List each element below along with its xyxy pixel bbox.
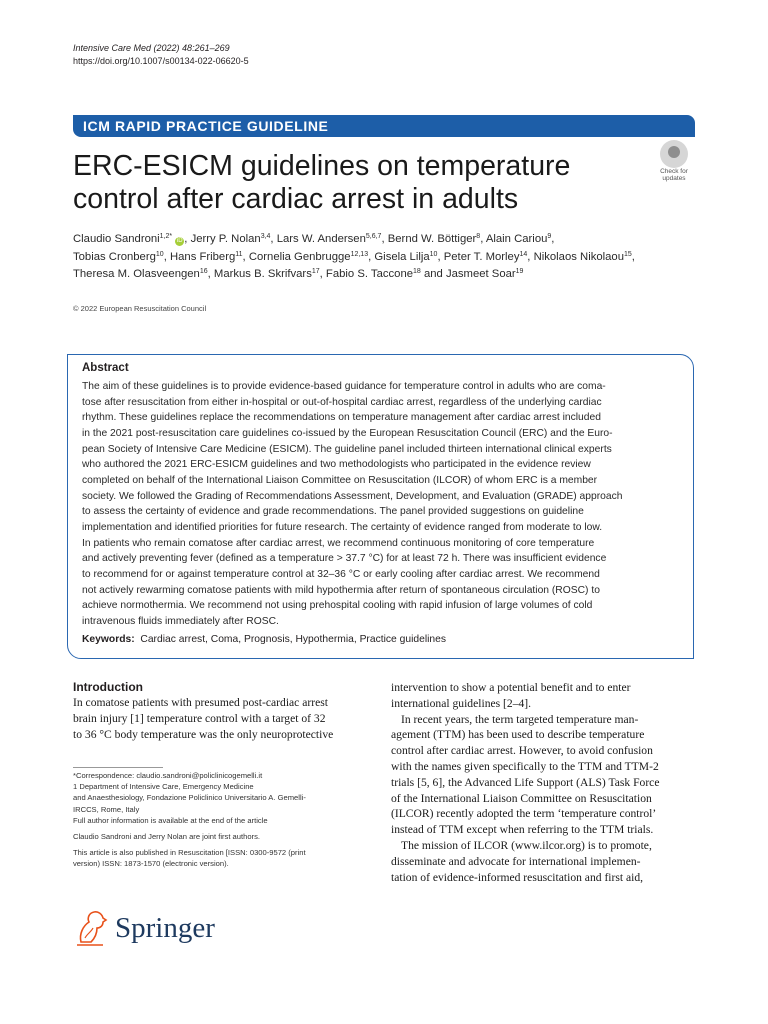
abstract-line: in the 2021 post-resuscitation care guidelines co-issued by the European Resuscitation Council (ERC) and the Euro- [82,427,613,439]
journal-header [73,42,249,68]
keywords-list: Cardiac arrest, Coma, Prognosis, Hypothermia, Practice guidelines [140,634,446,645]
abstract-line: who authored the 2021 ERC-ESICM guidelines and two methodologists who participated in the evidence review [82,459,591,471]
author-name[interactable]: Fabio S. Taccone [325,268,414,280]
author-name[interactable]: Peter T. Morley [443,250,520,263]
author-affiliation-marker: 10 [429,250,438,258]
orcid-icon[interactable]: iD [176,238,183,244]
abstract-line: completed on behalf of the International Liaison Committee on Resuscitation (ILCOR) of whom ERC is a member [82,474,598,486]
author-name[interactable]: Claudio Sandroni [73,233,160,245]
author-affiliation-marker: 5,6,7 [365,233,382,240]
abstract-line: In patients who remain comatose after cardiac arrest, we recommend continuous monitoring of core temperature [82,537,595,549]
author-list: Claudio Sandroni$^{1,2*}$ iD , Jerry P. Nolan$^{3,4}$, Lars W. Andersen$^{5,6,7}$, Bernd W. Böttiger$^8$, Alain Cariou$^9$, Tobias Cronberg$^{10}$, Hans Friberg$^{11}$, Cornelia Genbrugge$^{12,13}$, Gisela Lilja$^{10}$, Peter T. Morley$^{14}$, Nikolaos Nikolaou$^{15}$, Theresa M. Olasveengen$^{16}$, Markus B. Skrifvars$^{17}$, Fabio S. Taccone$^{18}$ and Jasmeet Soar$^{19}$ [73,233,635,280]
author-affiliation-marker: 11 [235,250,243,258]
author-name[interactable]: Jasmeet Soar [445,268,516,280]
text-line: intervention to show a potential benefit and to enter [391,681,631,694]
abstract-line: implementation and identified priorities for future research. The certainty of evidence ranged from moderate to low. [82,521,603,533]
author-affiliation-marker: 15 [624,250,632,258]
author-name[interactable]: Hans Friberg [169,250,236,263]
author-affiliation-marker: 19 [515,268,524,275]
article-title: ERC-ESICM guidelines on temperature control after cardiac arrest in adults [73,150,571,215]
author-name[interactable]: Bernd W. Böttiger [387,233,477,245]
abstract-body [82,379,685,630]
check-for-updates[interactable] [653,140,695,182]
text-line: In recent years, the term targeted temperature man- [401,712,639,726]
footnotes [73,770,378,875]
springer-logo [73,908,273,948]
abstract-line: to assess the certainty of evidence and grade recommendations. The panel provided suggestions on guideline [82,506,584,518]
author-name[interactable]: Cornelia Genbrugge [248,250,351,263]
introduction-left-column [73,695,378,742]
text-line: trials [5, 6], the Advanced Life Support (ALS) Task Force [391,775,660,789]
author-affiliation-marker: 1,2* [159,233,173,240]
author-affiliation-marker: 16 [199,268,208,275]
introduction-right-column [391,680,695,885]
text-line: control after cardiac arrest. However, to avoid confusion [391,744,653,758]
springer-wordmark: Springer [115,912,215,944]
author-affiliation-marker: 17 [311,268,320,275]
article-type-banner [73,115,695,137]
text-line: (ILCOR) recently adopted the term ‘temperature control’ [391,807,657,821]
springer-horse-icon [73,908,109,948]
text-line: with the names given specifically to the TTM and TTM-2 [391,759,659,773]
author-affiliation-marker: 18 [413,268,421,275]
abstract-line: and actively preventing fever (defined as a temperature > 37.7 °C) for at least 72 h. There was insufficient evidence [82,553,607,565]
journal-citation: Intensive Care Med (2022) 48:261–269 [73,43,230,53]
text-line: tation of evidence-informed resuscitation and first aid, [391,870,644,884]
abstract-line: society. We followed the Grading of Recommendations Assessment, Development, and Evaluation (GRADE) approach [82,490,623,502]
author-name[interactable]: Nikolaos Nikolaou [533,250,624,263]
text-line: In comatose patients with presumed post-cardiac arrest [73,696,328,709]
keywords [82,634,446,645]
text-line: international guidelines [2–4]. [391,696,532,710]
abstract-line: tose after resuscitation from either in-hospital or out-of-hospital cardiac arrest, regardless of the underlying cardiac [82,396,602,408]
abstract-heading: Abstract [82,362,129,374]
keywords-label: Keywords: [82,634,135,645]
author-affiliation-marker: 12,13 [350,250,369,258]
article-type-label: ICM RAPID PRACTICE GUIDELINE [83,118,329,134]
author-affiliation-marker: 14 [519,250,528,258]
text-line: to 36 °C body temperature was the only neuroprotective [73,727,334,741]
text-line: instead of TTM except when referring to the TTM trials. [391,823,654,837]
text-line: disseminate and advocate for international implemen- [391,854,641,868]
also-published-note: This article is also published in Resuscitation [ISSN: 0300-9572 (print [73,848,306,858]
full-author-info: Full author information is available at the end of the article [73,815,268,825]
affiliation-line: and Anaesthesiology, Fondazione Policlinico Universitario A. Gemelli- [73,793,306,803]
abstract-line: intravenous fluids immediately after ROSC. [82,615,279,627]
check-updates-icon [660,140,688,168]
author-affiliation-marker: 8 [476,233,481,240]
text-line: brain injury [1] temperature control with a target of 32 [73,711,326,725]
affiliation-line: 1 Department of Intensive Care, Emergency Medicine [73,782,254,792]
abstract-line: pean Society of Intensive Care Medicine (ESICM). The guideline panel included thirteen international clinical experts [82,443,612,455]
author-affiliation-marker: 9 [547,233,552,240]
author-name[interactable]: Jerry P. Nolan [190,233,261,245]
abstract-line: The aim of these guidelines is to provide evidence-based guidance for temperature control in adults who are coma- [82,381,606,392]
author-name[interactable]: Gisela Lilja [374,250,430,263]
check-updates-label: Check for updates [660,168,688,182]
introduction-heading: Introduction [73,680,143,694]
also-published-note: version) ISSN: 1873-1570 (electronic version). [73,859,229,869]
author-name[interactable]: Markus B. Skrifvars [213,268,312,280]
author-name[interactable]: Theresa M. Olasveengen [73,268,200,280]
abstract-line: not actively rewarming comatose patients with mild hypothermia after return of spontaneous circulation (ROSC) to [82,584,600,596]
joint-authors-note: Claudio Sandroni and Jerry Nolan are joint first authors. [73,832,260,842]
author-name[interactable]: Tobias Cronberg [73,250,156,263]
author-affiliation-marker: 10 [155,250,164,258]
copyright: © 2022 European Resuscitation Council [73,304,207,313]
author-name[interactable]: Alain Cariou [485,233,548,245]
abstract-line: achieve normothermia. We recommend not using prehospital cooling with rapid infusion of large volumes of cold [82,600,593,612]
correspondence: *Correspondence: claudio.sandroni@policlinicogemelli.it [73,771,263,780]
text-line: of the International Liaison Committee on Resuscitation [391,791,652,805]
footnote-rule [73,767,163,768]
abstract-line: to recommend for or against temperature control at 32–36 °C or early cooling after cardiac arrest. We recommend [82,568,600,580]
text-line: The mission of ILCOR (www.ilcor.org) is to promote, [401,838,652,852]
affiliation-line: IRCCS, Rome, Italy [73,804,140,814]
doi-link[interactable]: https://doi.org/10.1007/s00134-022-06620-5 [73,56,249,66]
author-affiliation-marker: 3,4 [260,233,271,240]
author-name[interactable]: Lars W. Andersen [276,233,366,245]
abstract-line: rhythm. These guidelines replace the recommendations on temperature management after cardiac arrest included [82,412,601,424]
text-line: agement (TTM) has been used to describe temperature [391,728,645,742]
